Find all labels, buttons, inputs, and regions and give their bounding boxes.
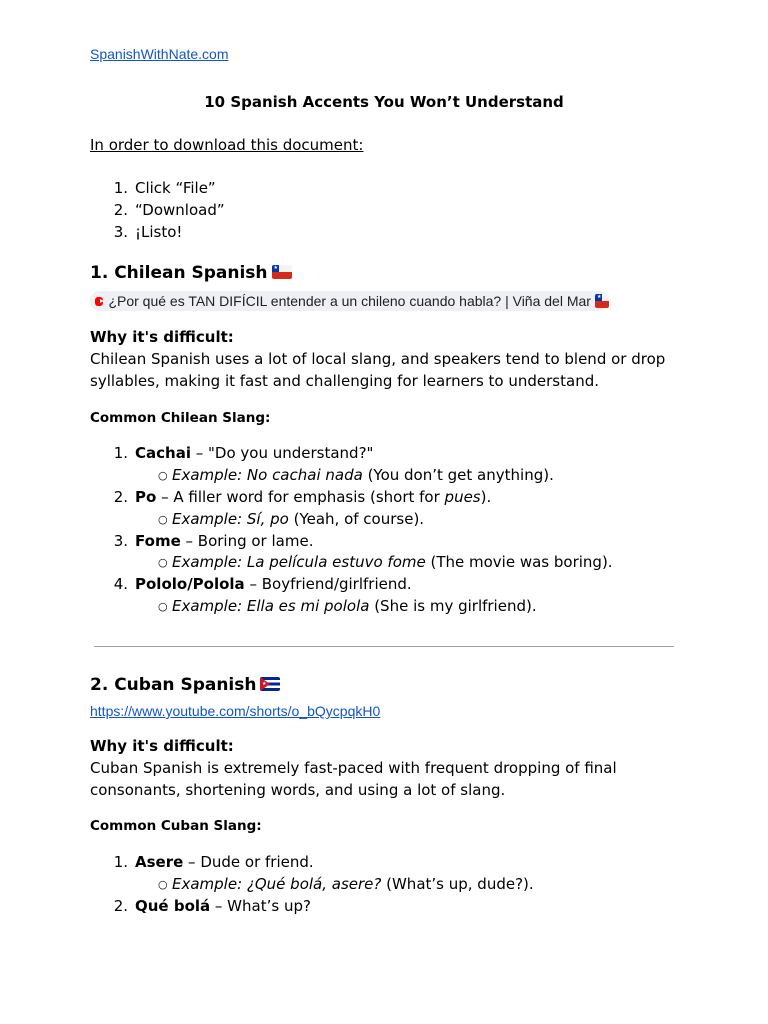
example-text: Example: Ella es mi polola (172, 597, 370, 615)
example-translation: (Yeah, of course). (288, 510, 425, 528)
download-step (106, 201, 225, 219)
slang-example (158, 597, 537, 615)
slang-definition: – Boring or lame. (180, 532, 314, 550)
step-text: Click “File” (135, 179, 216, 197)
chile-flag-icon: ★ (272, 265, 292, 279)
section-heading-chilean (90, 263, 292, 283)
slang-term: Fome (135, 532, 181, 550)
youtube-icon (95, 297, 103, 306)
header-link[interactable]: SpanishWithNate.com (90, 46, 229, 62)
youtube-link[interactable]: https://www.youtube.com/shorts/o_bQycpqkH0 (90, 703, 381, 719)
slang-term: Po (135, 488, 157, 506)
youtube-video-chip[interactable] (90, 291, 609, 311)
why-difficult-text: Chilean Spanish uses a lot of local slang, and speakers tend to blend or drop (90, 350, 666, 368)
example-translation: (What’s up, dude?). (381, 875, 534, 893)
slang-item (106, 575, 412, 593)
video-title: ¿Por qué es TAN DIFÍCIL entender a un chileno cuando habla? | Viña del Mar (108, 293, 591, 309)
slang-example (158, 510, 424, 528)
slang-item (106, 488, 491, 506)
example-text: Example: La película estuvo fome (172, 553, 426, 571)
bullet-glyph: ○ (158, 556, 168, 569)
item-number: 1. (113, 444, 128, 462)
why-difficult-label: Why it's difficult: (90, 737, 234, 755)
download-step (106, 179, 216, 197)
slang-term: Pololo/Polola (135, 575, 245, 593)
bullet-glyph: ○ (158, 600, 168, 613)
chile-flag-icon: ★ (595, 294, 609, 308)
why-difficult-text: consonants, shortening words, and using a lot of slang. (90, 781, 506, 799)
slang-heading: Common Cuban Slang: (90, 818, 262, 834)
why-difficult-text: syllables, making it fast and challenging for learners to understand. (90, 372, 599, 390)
slang-heading: Common Chilean Slang: (90, 410, 271, 426)
section-heading-cuban (90, 675, 280, 695)
download-instructions-heading: In order to download this document: (90, 136, 364, 154)
slang-example (158, 466, 554, 484)
item-number: 2. (113, 488, 128, 506)
why-difficult-label: Why it's difficult: (90, 328, 234, 346)
slang-item (106, 532, 313, 550)
slang-term: Qué bolá (135, 897, 211, 915)
section-heading-text: 2. Cuban Spanish (90, 675, 257, 695)
slang-definition: – "Do you understand?" (190, 444, 374, 462)
example-text: Example: ¿Qué bolá, asere? (172, 875, 382, 893)
item-number: 1. (113, 853, 128, 871)
slang-term: Cachai (135, 444, 191, 462)
slang-definition: – A filler word for emphasis (short for (156, 488, 445, 506)
slang-definition-italic: pues (444, 488, 481, 506)
section-heading-text: 1. Chilean Spanish (90, 263, 268, 283)
step-text: ¡Listo! (135, 223, 183, 241)
bullet-glyph: ○ (158, 513, 168, 526)
step-number: 1. (113, 179, 128, 197)
section-divider (94, 646, 674, 647)
step-number: 3. (113, 223, 128, 241)
slang-definition: – Dude or friend. (183, 853, 314, 871)
item-number: 4. (113, 575, 128, 593)
example-translation: (The movie was boring). (425, 553, 613, 571)
example-translation: (You don’t get anything). (362, 466, 554, 484)
item-number: 2. (113, 897, 128, 915)
cuba-flag-icon: ★ (260, 677, 280, 691)
example-text: Example: Sí, po (172, 510, 289, 528)
slang-definition-end: ). (480, 488, 492, 506)
step-number: 2. (113, 201, 128, 219)
slang-item (106, 897, 311, 915)
slang-item (106, 444, 373, 462)
slang-definition: – Boyfriend/girlfriend. (244, 575, 412, 593)
slang-item (106, 853, 314, 871)
slang-example (158, 875, 534, 893)
slang-definition: – What’s up? (210, 897, 311, 915)
bullet-glyph: ○ (158, 878, 168, 891)
bullet-glyph: ○ (158, 469, 168, 482)
slang-example (158, 553, 613, 571)
example-translation: (She is my girlfriend). (369, 597, 537, 615)
why-difficult-text: Cuban Spanish is extremely fast-paced with frequent dropping of final (90, 759, 617, 777)
download-step (106, 223, 182, 241)
example-text: Example: No cachai nada (172, 466, 363, 484)
step-text: “Download” (135, 201, 225, 219)
slang-term: Asere (135, 853, 184, 871)
document-title: 10 Spanish Accents You Won’t Understand (204, 93, 564, 111)
item-number: 3. (113, 532, 128, 550)
